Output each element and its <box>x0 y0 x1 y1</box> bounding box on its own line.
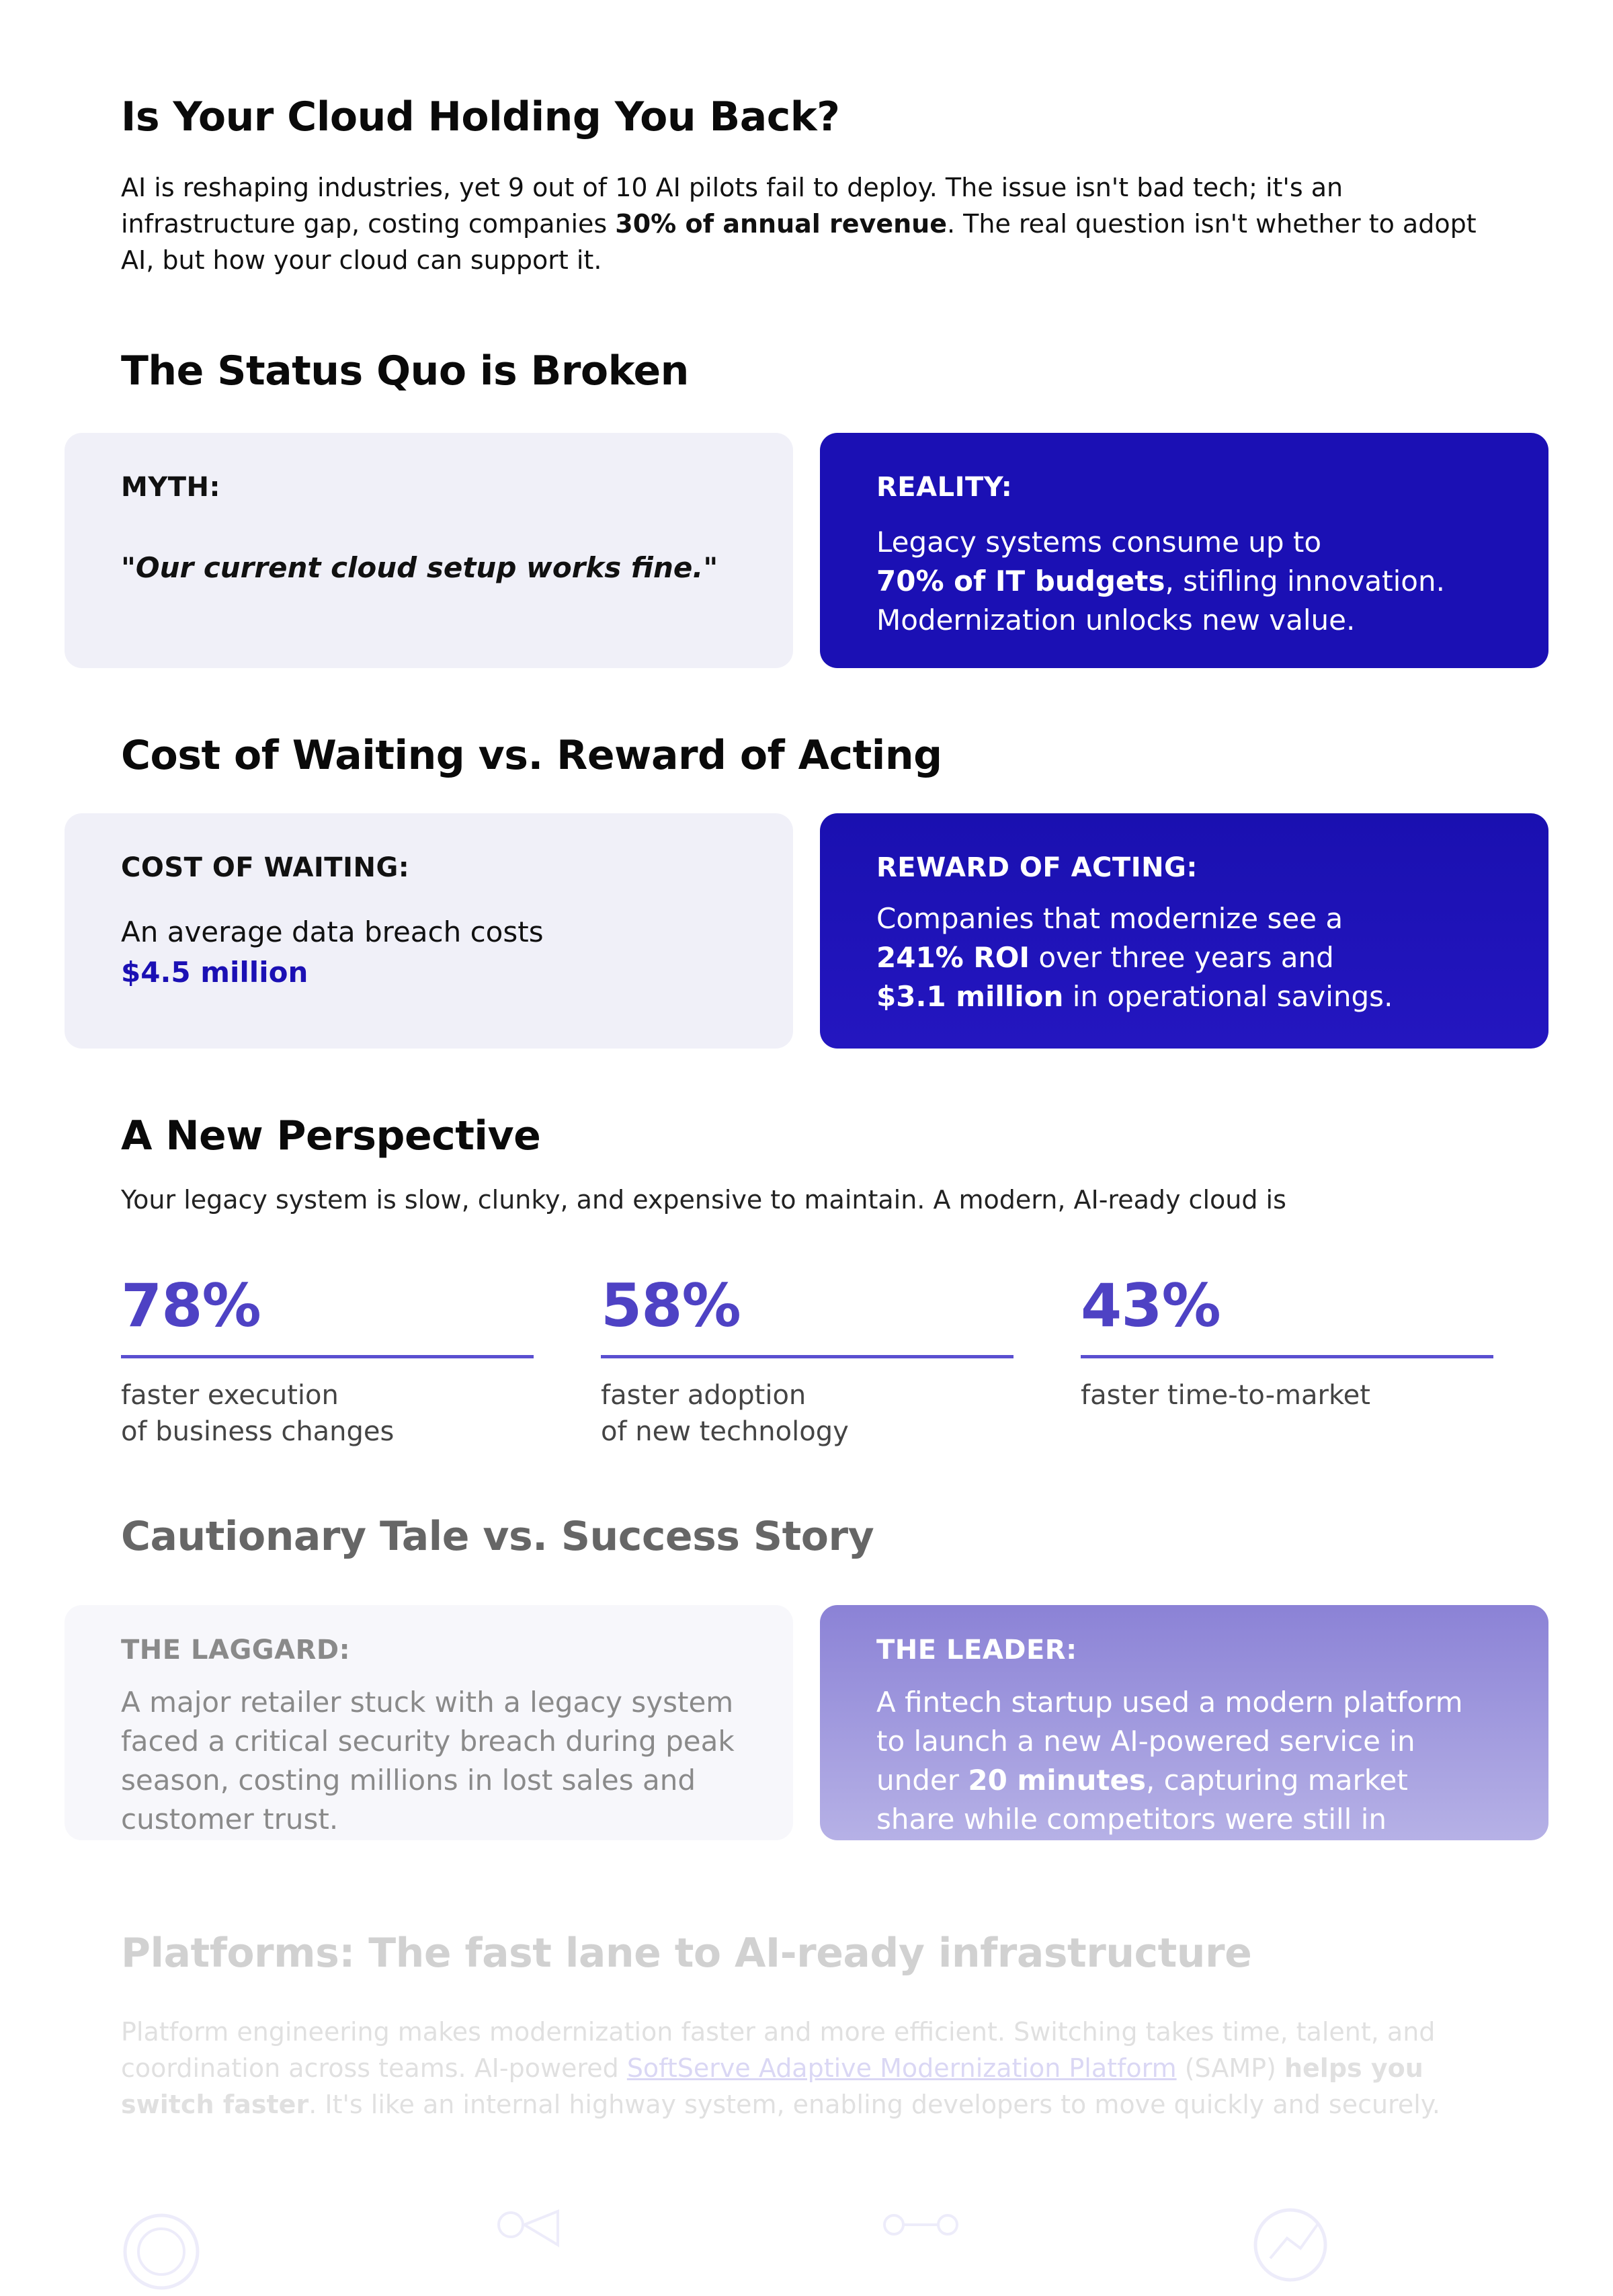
stat-execution <box>121 1269 534 1450</box>
stat-value: 43% <box>1081 1271 1221 1340</box>
section-title-cost-reward: Cost of Waiting vs. Reward of Acting <box>121 732 942 779</box>
reality-line-3: Modernization unlocks new value. <box>876 604 1356 637</box>
reality-label: REALITY: <box>876 472 1013 503</box>
reality-card <box>820 433 1548 668</box>
leader-text-2: , capturing market share while competitors were still in development. <box>876 1764 1408 1875</box>
section-title-status-quo: The Status Quo is Broken <box>121 347 689 395</box>
stat-divider <box>601 1355 1014 1358</box>
leader-card <box>820 1605 1548 1875</box>
acting-savings: $3.1 million <box>876 980 1064 1013</box>
perspective-subtitle: Your legacy system is slow, clunky, and expensive to maintain. A modern, AI-ready cloud is <box>121 1185 1286 1215</box>
platforms-paragraph <box>121 2014 1519 2123</box>
stat-time-to-market <box>1081 1269 1493 1413</box>
myth-quote: "Our current cloud setup works fine." <box>121 551 718 584</box>
laggard-label: THE LAGGARD: <box>121 1635 351 1666</box>
acting-line-2: over three years and <box>1030 941 1334 974</box>
reality-text <box>876 523 1492 640</box>
acting-roi: 241% ROI <box>876 941 1030 974</box>
acting-text <box>876 899 1492 1016</box>
stat-divider <box>1081 1355 1493 1358</box>
stat-value: 58% <box>601 1271 741 1340</box>
samp-link[interactable]: SoftServe Adaptive Modernization Platform <box>626 2053 1177 2083</box>
myth-card <box>65 433 793 668</box>
acting-line-1: Companies that modernize see a <box>876 902 1343 935</box>
section-title-perspective: A New Perspective <box>121 1112 541 1159</box>
stat-desc-line-1: faster time-to-market <box>1081 1380 1370 1411</box>
acting-label: REWARD OF ACTING: <box>876 852 1198 883</box>
section-title-platforms: Platforms: The fast lane to AI-ready infrastructure <box>121 1930 1252 1977</box>
leader-highlight: 20 minutes <box>968 1764 1146 1797</box>
page-title: Is Your Cloud Holding You Back? <box>121 93 840 140</box>
platforms-highlight: helps you switch faster <box>121 2053 1423 2119</box>
gauge-icon <box>121 2198 202 2296</box>
reality-line-1: Legacy systems consume up to <box>876 526 1322 559</box>
intro-highlight: 30% of annual revenue <box>615 209 947 239</box>
leader-text <box>876 1683 1492 1878</box>
section-title-stories: Cautionary Tale vs. Success Story <box>121 1513 874 1560</box>
intro-text: AI is reshaping industries, yet 9 out of 10 AI pilots fail to deploy. The issue isn't bad tech; it's an infrastructure gap, costing companies <box>121 173 1343 239</box>
leader-label: THE LEADER: <box>876 1635 1077 1666</box>
laggard-text: A major retailer stuck with a legacy system faced a critical security breach during peak season, costing millions in lost sales and customer trust. <box>121 1686 735 1836</box>
stat-description <box>1081 1377 1493 1413</box>
myth-label: MYTH: <box>121 472 221 503</box>
stat-desc-line-2: of new technology <box>601 1416 849 1447</box>
stat-desc-line-1: faster execution <box>121 1380 339 1411</box>
growth-icon <box>1250 2198 1331 2296</box>
robot-icon <box>484 2198 565 2296</box>
feature-icons-row <box>0 2198 1613 2296</box>
reward-of-acting-card <box>820 813 1548 1049</box>
waiting-text: An average data breach costs <box>121 915 544 948</box>
network-icon <box>874 2198 968 2296</box>
platforms-text-3: . It's like an internal highway system, enabling developers to move quickly and securely. <box>308 2090 1440 2119</box>
stat-adoption <box>601 1269 1014 1450</box>
stat-desc-line-1: faster adoption <box>601 1380 806 1411</box>
stat-divider <box>121 1355 534 1358</box>
stat-desc-line-2: of business changes <box>121 1416 395 1447</box>
stat-value: 78% <box>121 1271 261 1340</box>
intro-paragraph <box>121 169 1505 278</box>
cost-of-waiting-card <box>65 813 793 1049</box>
leader-text-1: A fintech startup used a modern platform to launch a new AI-powered service in under <box>876 1686 1463 1797</box>
waiting-value: $4.5 million <box>121 956 308 989</box>
intro-text-end: . The real question isn't whether to adopt AI, but how your cloud can support it. <box>121 209 1477 275</box>
reality-highlight: 70% of IT budgets <box>876 565 1165 598</box>
waiting-label: COST OF WAITING: <box>121 852 410 883</box>
platforms-text-2: (SAMP) <box>1176 2053 1284 2083</box>
laggard-card <box>65 1605 793 1840</box>
stat-description <box>601 1377 1014 1450</box>
reality-line-2: , stifling innovation. <box>1165 565 1445 598</box>
acting-line-3: in operational savings. <box>1063 980 1393 1013</box>
platforms-text-1: Platform engineering makes modernization faster and more efficient. Switching takes time, talent, and coordination across teams. AI-powered <box>121 2017 1436 2083</box>
stat-description <box>121 1377 534 1450</box>
